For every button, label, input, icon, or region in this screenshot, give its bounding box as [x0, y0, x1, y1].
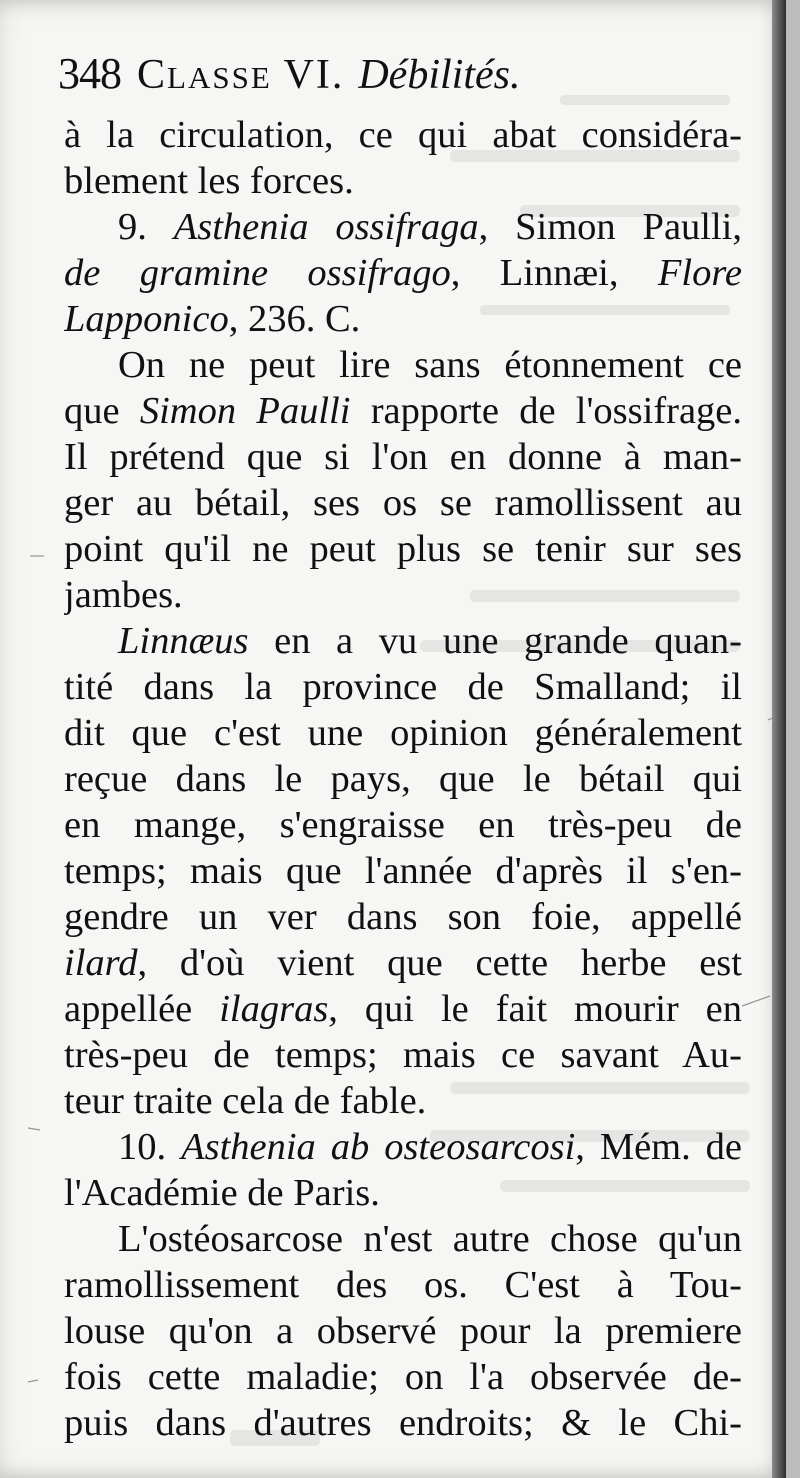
text-line: l'Académie de Paris. — [64, 1172, 380, 1214]
text-line: reçue dans le pays, que le bétail qui — [64, 758, 742, 800]
text-line: en mange, s'engraisse en très-peu de — [64, 804, 742, 846]
text-line: Il prétend que si l'on en donne à man- — [64, 436, 742, 478]
text-line: louse qu'on a observé pour la premiere — [64, 1310, 742, 1352]
text-line: à la circulation, ce qui abat considéra- — [64, 114, 742, 156]
entry-heading: 10. Asthenia ab osteosarcosi, Mém. de — [118, 1126, 742, 1168]
text-line: blement les forces. — [64, 160, 354, 202]
text-line: de gramine ossifrago, Linnæi, Flore — [64, 252, 742, 294]
text-line: que Simon Paulli rapporte de l'ossifrage. — [64, 390, 742, 432]
text-line: jambes. — [64, 574, 183, 616]
text-line: L'ostéosarcose n'est autre chose qu'un — [118, 1218, 742, 1260]
text-line: temps; mais que l'année d'après il s'en- — [64, 850, 742, 892]
body-text — [64, 112, 742, 1446]
text-line: On ne peut lire sans étonnement ce — [118, 344, 742, 386]
text-line: ilard, d'où vient que cette herbe est — [64, 942, 742, 984]
text-line: point qu'il ne peut plus se tenir sur ses — [64, 528, 742, 570]
text-line: dit que c'est une opinion généralement — [64, 712, 742, 754]
text-line: Linnæus en a vu une grande quan- — [118, 620, 742, 662]
text-line: très-peu de temps; mais ce savant Au- — [64, 1034, 742, 1076]
text-line: gendre un ver dans son foie, appellé — [64, 896, 742, 938]
running-header — [58, 48, 758, 118]
text-line: puis dans d'autres endroits; & le Chi- — [64, 1402, 742, 1444]
text-line: appellée ilagras, qui le fait mourir en — [64, 988, 742, 1030]
page-number: 348 — [58, 49, 121, 98]
section-title: CLASSE VI. — [137, 52, 345, 98]
text-line: ramollissement des os. C'est à Tou- — [64, 1264, 742, 1306]
text-line: ger au bétail, ses os se ramollissent au — [64, 482, 742, 524]
text-line: tité dans la province de Smalland; il — [64, 666, 742, 708]
page-edge-shadow — [772, 0, 786, 1478]
entry-heading: 9. Asthenia ossifraga, Simon Paulli, — [118, 206, 742, 248]
text-line: teur traite cela de fable. — [64, 1080, 427, 1122]
section-subject: Débilités. — [358, 52, 521, 98]
text-line: Lapponico, 236. C. — [64, 298, 361, 340]
text-line: fois cette maladie; on l'a observée de- — [64, 1356, 742, 1398]
